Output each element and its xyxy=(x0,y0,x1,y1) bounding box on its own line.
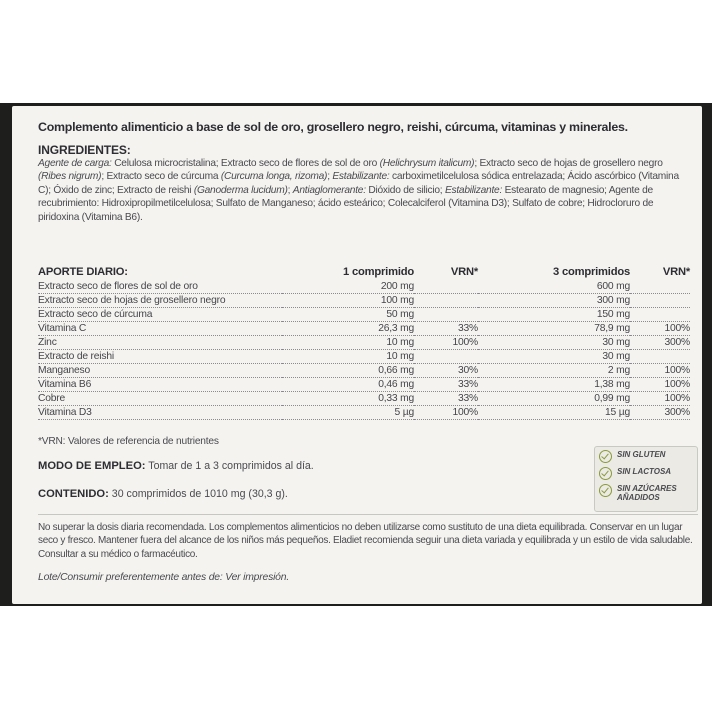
daily-intake-header-row xyxy=(38,265,690,280)
contents-label: CONTENIDO: xyxy=(38,488,109,500)
ingredients-text xyxy=(38,157,690,224)
ingredients-heading: INGREDIENTES: xyxy=(38,143,131,157)
ingredient-segment: (Curcuma longa, rizoma) xyxy=(220,171,328,183)
vrn-3-tablets xyxy=(630,280,690,294)
vrn-3-tablets: 300% xyxy=(630,406,690,420)
vrn-1-tablet: 33% xyxy=(414,392,478,406)
check-circle-icon xyxy=(599,450,612,463)
vrn-3-tablets: 100% xyxy=(630,322,690,336)
warning-text: No superar la dosis diaria recomendada. Los complementos alimenticios no deben utilizarse como sustituto de una dieta equilibrada. Conservar en un lugar seco y fresco. Mantener fuera del alcance de los niños más pequeños. Eladiet recomienda seguir una dieta variada y equilibrada y un estilo de vida saludable. Consultar a su médico o farmacéutico. xyxy=(38,522,693,560)
vrn-3-tablets xyxy=(630,308,690,322)
table-row xyxy=(38,392,690,406)
nutrient-name: Extracto seco de hojas de grosellero negro xyxy=(38,294,282,308)
amount-3-tablets: 2 mg xyxy=(478,364,630,378)
amount-3-tablets: 150 mg xyxy=(478,308,630,322)
amount-1-tablet: 5 µg xyxy=(282,406,414,420)
usage-label: MODO DE EMPLEO: xyxy=(38,460,146,472)
check-circle-icon xyxy=(599,467,612,480)
col-1-tablet: 1 comprimido xyxy=(343,266,414,278)
vrn-1-tablet: 30% xyxy=(414,364,478,378)
table-row xyxy=(38,364,690,378)
nutrient-name: Extracto seco de flores de sol de oro xyxy=(38,280,282,294)
vrn-1-tablet xyxy=(414,280,478,294)
product-title: Complemento alimenticio a base de sol de oro, grosellero negro, reishi, cúrcuma, vitaminas y minerales. xyxy=(38,120,628,134)
col-3-tablets: 3 comprimidos xyxy=(553,266,630,278)
vrn-3-tablets xyxy=(630,350,690,364)
ingredient-segment: ; xyxy=(287,184,293,196)
vrn-3-tablets: 100% xyxy=(630,378,690,392)
ingredient-segment: Agente de carga: xyxy=(38,158,112,169)
vrn-3-tablets: 100% xyxy=(630,392,690,406)
amount-1-tablet: 100 mg xyxy=(282,294,414,308)
amount-3-tablets: 15 µg xyxy=(478,406,630,420)
amount-1-tablet: 26,3 mg xyxy=(282,322,414,336)
table-row xyxy=(38,294,690,308)
amount-1-tablet: 50 mg xyxy=(282,308,414,322)
vrn-3-tablets: 300% xyxy=(630,336,690,350)
nutrient-name: Manganeso xyxy=(38,364,282,378)
batch-expiry-note: Lote/Consumir preferentemente antes de: Ver impresión. xyxy=(38,572,290,583)
vrn-1-tablet: 100% xyxy=(414,406,478,420)
table-row xyxy=(38,336,690,350)
nutrient-name: Vitamina C xyxy=(38,322,282,336)
amount-1-tablet: 0,33 mg xyxy=(282,392,414,406)
ingredient-segment: Celulosa microcristalina; Extracto seco de flores de sol de oro xyxy=(111,158,380,169)
table-row xyxy=(38,406,690,420)
vrn-1-tablet: 33% xyxy=(414,378,478,392)
vrn-1-tablet xyxy=(414,294,478,308)
product-label xyxy=(12,106,702,604)
ingredient-segment: ; Extracto seco de hojas de grosellero negro xyxy=(474,158,663,169)
nutrient-name: Extracto seco de cúrcuma xyxy=(38,308,282,322)
amount-3-tablets: 30 mg xyxy=(478,350,630,364)
badge-label: SIN LACTOSA xyxy=(617,467,672,476)
badge-sin-lactosa xyxy=(599,467,693,480)
divider xyxy=(38,514,698,515)
amount-3-tablets: 0,99 mg xyxy=(478,392,630,406)
table-row xyxy=(38,308,690,322)
nutrient-name: Cobre xyxy=(38,392,282,406)
ingredient-segment: ; Extracto seco de cúrcuma xyxy=(101,171,221,183)
nutrient-name: Vitamina D3 xyxy=(38,406,282,420)
amount-1-tablet: 10 mg xyxy=(282,350,414,364)
ingredient-segment: Estearato de magnesio; Agente de recubrimiento: Hidroxipropilmetilcelulosa; Sulfato de Manganeso; ácido esteárico; Colecalciferol (Vitamina D3); Sulfato de cobre; Hidrocloruro de piridoxina (Vitamina B6). xyxy=(38,184,654,223)
usage-text: Tomar de 1 a 3 comprimidos al día. xyxy=(145,460,314,472)
badge-sin-gluten xyxy=(599,450,693,463)
ingredient-segment: carboximetilcelulosa sódica entrelazada; Ácido ascórbico (Vitamina C); Óxido de zinc; Extracto de reishi xyxy=(38,171,679,196)
vrn-note: *VRN: Valores de referencia de nutrientes xyxy=(38,436,219,447)
ingredient-segment: (Ribes nigrum) xyxy=(38,171,102,183)
ingredient-segment: (Helichrysum italicum) xyxy=(379,158,475,169)
contents-info xyxy=(38,488,288,500)
ingredient-segment: (Ganoderma lucidum) xyxy=(193,184,288,196)
contents-text: 30 comprimidos de 1010 mg (30,3 g). xyxy=(108,488,288,500)
amount-3-tablets: 1,38 mg xyxy=(478,378,630,392)
table-row xyxy=(38,280,690,294)
check-circle-icon xyxy=(599,484,612,497)
amount-1-tablet: 200 mg xyxy=(282,280,414,294)
ingredient-segment: Antiaglomerante: xyxy=(292,184,366,196)
daily-intake-table xyxy=(38,265,690,420)
table-row xyxy=(38,322,690,336)
nutrient-name: Extracto de reishi xyxy=(38,350,282,364)
table-row xyxy=(38,350,690,364)
amount-1-tablet: 0,66 mg xyxy=(282,364,414,378)
badge-label: SIN AZÚCARES AÑADIDOS xyxy=(617,484,677,502)
ingredient-segment: Dióxido de silicio; xyxy=(365,184,445,196)
nutrient-name: Zinc xyxy=(38,336,282,350)
ingredient-segment: Estabilizante: xyxy=(444,184,503,196)
badge-sin-azucares xyxy=(599,484,693,502)
amount-3-tablets: 300 mg xyxy=(478,294,630,308)
col-vrn-1: VRN* xyxy=(450,266,478,278)
usage-instructions xyxy=(38,460,314,472)
ingredient-segment: ; xyxy=(327,171,333,183)
vrn-1-tablet xyxy=(414,308,478,322)
ingredient-segment: Estabilizante: xyxy=(332,171,390,183)
amount-3-tablets: 600 mg xyxy=(478,280,630,294)
table-row xyxy=(38,378,690,392)
vrn-3-tablets xyxy=(630,294,690,308)
amount-1-tablet: 10 mg xyxy=(282,336,414,350)
daily-intake-heading: APORTE DIARIO: xyxy=(38,266,128,278)
amount-3-tablets: 30 mg xyxy=(478,336,630,350)
col-vrn-3: VRN* xyxy=(662,266,690,278)
amount-3-tablets: 78,9 mg xyxy=(478,322,630,336)
amount-1-tablet: 0,46 mg xyxy=(282,378,414,392)
allergen-badges xyxy=(594,446,698,512)
vrn-3-tablets: 100% xyxy=(630,364,690,378)
badge-label: SIN GLUTEN xyxy=(617,450,666,459)
vrn-1-tablet: 100% xyxy=(414,336,478,350)
nutrient-name: Vitamina B6 xyxy=(38,378,282,392)
vrn-1-tablet: 33% xyxy=(414,322,478,336)
vrn-1-tablet xyxy=(414,350,478,364)
